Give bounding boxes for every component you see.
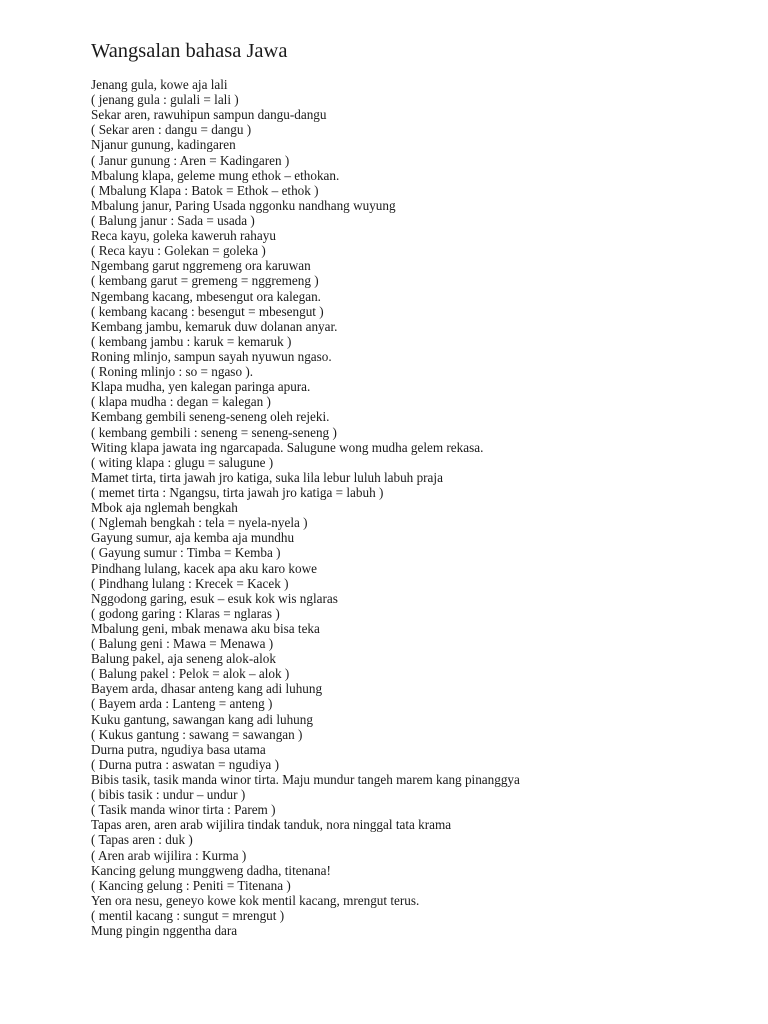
text-line: ( memet tirta : Ngangsu, tirta jawah jro katiga = labuh ) [91, 484, 384, 500]
text-line: Mbalung geni, mbak menawa aku bisa teka [91, 620, 320, 636]
text-line: Mbok aja nglemah bengkah [91, 500, 238, 516]
text-line: Ngembang garut nggremeng ora karuwan [91, 258, 311, 274]
text-line: ( witing klapa : glugu = salugune ) [91, 454, 274, 470]
text-line: Yen ora nesu, geneyo kowe kok mentil kacang, mrengut terus. [91, 892, 420, 908]
text-line: Kembang jambu, kemaruk duw dolanan anyar. [91, 318, 338, 334]
text-line: Klapa mudha, yen kalegan paringa apura. [91, 379, 311, 395]
text-line: Sekar aren, rawuhipun sampun dangu-dangu [91, 107, 327, 123]
text-line: Roning mlinjo, sampun sayah nyuwun ngaso. [91, 348, 332, 364]
text-line: Durna putra, ngudiya basa utama [91, 741, 266, 757]
text-line: Mbalung klapa, geleme mung ethok – ethokan. [91, 167, 340, 183]
text-line: ( Bayem arda : Lanteng = anteng ) [91, 696, 273, 712]
text-line: ( Roning mlinjo : so = ngaso ). [91, 364, 254, 380]
text-line: ( Durna putra : aswatan = ngudiya ) [91, 756, 279, 772]
text-line: ( Reca kayu : Golekan = goleka ) [91, 243, 266, 259]
text-line: Kuku gantung, sawangan kang adi luhung [91, 711, 313, 727]
document-title: Wangsalan bahasa Jawa [91, 40, 288, 62]
text-line: Pindhang lulang, kacek apa aku karo kowe [91, 560, 317, 576]
text-line: Bayem arda, dhasar anteng kang adi luhung [91, 681, 323, 697]
text-line: ( kembang jambu : karuk = kemaruk ) [91, 333, 292, 349]
text-line: Witing klapa jawata ing ngarcapada. Salugune wong mudha gelem rekasa. [91, 439, 484, 455]
text-line: Kancing gelung munggweng dadha, titenana! [91, 862, 331, 878]
text-line: ( Pindhang lulang : Krecek = Kacek ) [91, 575, 289, 591]
text-line: ( kembang gembili : seneng = seneng-seneng ) [91, 424, 337, 440]
text-line: ( Balung pakel : Pelok = alok – alok ) [91, 666, 290, 682]
text-line: Balung pakel, aja seneng alok-alok [91, 651, 276, 667]
text-line: Bibis tasik, tasik manda winor tirta. Maju mundur tangeh marem kang pinanggya [91, 772, 520, 788]
text-line: ( bibis tasik : undur – undur ) [91, 787, 246, 803]
text-line: Tapas aren, aren arab wijilira tindak tanduk, nora ninggal tata krama [91, 817, 452, 833]
text-line: ( kembang garut = gremeng = nggremeng ) [91, 273, 319, 289]
text-line: ( Sekar aren : dangu = dangu ) [91, 122, 252, 138]
text-line: Mamet tirta, tirta jawah jro katiga, suka lila lebur luluh labuh praja [91, 469, 443, 485]
text-line: Njanur gunung, kadingaren [91, 137, 236, 153]
text-line: ( Tapas aren : duk ) [91, 832, 193, 848]
text-line: Gayung sumur, aja kemba aja mundhu [91, 530, 295, 546]
text-line: ( klapa mudha : degan = kalegan ) [91, 394, 271, 410]
text-line: ( kembang kacang : besengut = mbesengut ) [91, 303, 324, 319]
text-line: ( Nglemah bengkah : tela = nyela-nyela ) [91, 515, 308, 531]
text-line: ( Mbalung Klapa : Batok = Ethok – ethok ) [91, 182, 319, 198]
text-line: Mung pingin nggentha dara [91, 923, 238, 939]
text-line: Kembang gembili seneng-seneng oleh rejeki. [91, 409, 330, 425]
text-line: ( jenang gula : gulali = lali ) [91, 92, 239, 108]
text-line: Mbalung janur, Paring Usada nggonku nandhang wuyung [91, 197, 396, 213]
text-line: Reca kayu, goleka kaweruh rahayu [91, 228, 276, 244]
text-line: ( mentil kacang : sungut = mrengut ) [91, 908, 285, 924]
text-line: ( Kancing gelung : Peniti = Titenana ) [91, 877, 291, 893]
text-line: ( Balung janur : Sada = usada ) [91, 212, 255, 228]
text-line: Jenang gula, kowe aja lali [91, 77, 228, 92]
text-line: ( Gayung sumur : Timba = Kemba ) [91, 545, 281, 561]
text-line: ( Kukus gantung : sawang = sawangan ) [91, 726, 303, 742]
document-body [91, 77, 751, 938]
text-line: ( Janur gunung : Aren = Kadingaren ) [91, 152, 290, 168]
text-line: ( Balung geni : Mawa = Menawa ) [91, 636, 274, 652]
text-line: Ngembang kacang, mbesengut ora kalegan. [91, 288, 321, 304]
text-line: Nggodong garing, esuk – esuk kok wis nglaras [91, 590, 338, 606]
text-line: ( godong garing : Klaras = nglaras ) [91, 605, 280, 621]
text-line: ( Aren arab wijilira : Kurma ) [91, 847, 247, 863]
text-line: ( Tasik manda winor tirta : Parem ) [91, 802, 276, 818]
